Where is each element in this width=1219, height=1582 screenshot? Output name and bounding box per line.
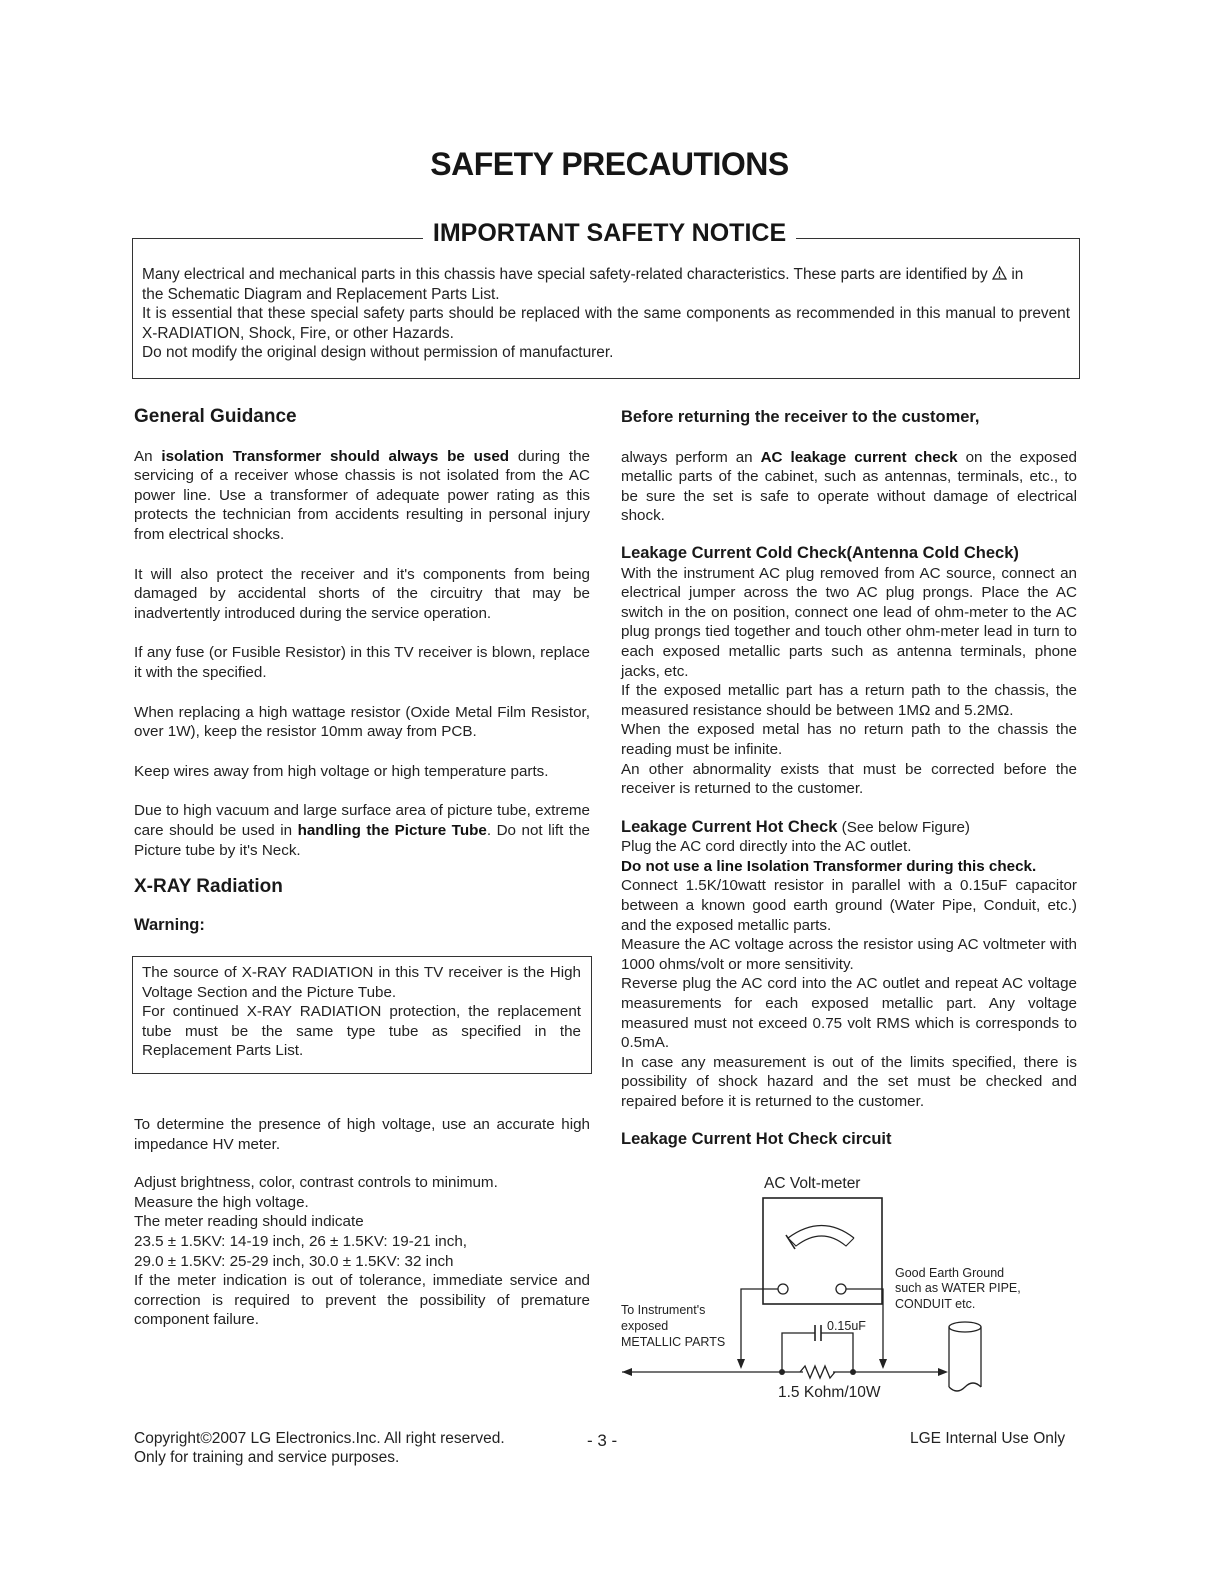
hot-p3: Connect 1.5K/10watt resistor in parallel with a 0.15uF capacitor between a known good earth ground (Water Pipe, Conduit, etc.) and the exposed metallic parts. bbox=[621, 877, 1077, 934]
left-arrow-icon bbox=[737, 1359, 745, 1369]
notice-line3: It is essential that these special safety parts should be replaced with the same components as recommended in this manual to prevent X-RADIATION, Shock, Fire, or other Hazards. bbox=[142, 305, 1070, 342]
right-column bbox=[621, 408, 1077, 1149]
xray-heading: X-RAY Radiation bbox=[134, 876, 283, 898]
before-returning-p bbox=[621, 448, 1077, 526]
copyright-text: Copyright©2007 LG Electronics.Inc. All right reserved. bbox=[134, 1430, 505, 1447]
general-p6-c: . Do not lift the Picture tube by it's Neck. bbox=[134, 821, 590, 859]
meter-terminal-left bbox=[778, 1284, 788, 1294]
general-p6-bold: handling the Picture Tube bbox=[297, 821, 487, 839]
kv-line-1: 23.5 ± 1.5KV: 14-19 inch, 26 ± 1.5KV: 19-21 inch, bbox=[134, 1232, 468, 1250]
warning-heading: Warning: bbox=[134, 915, 205, 934]
cold-check-heading: Leakage Current Cold Check(Antenna Cold Check) bbox=[621, 543, 1019, 562]
hot-p1: Plug the AC cord directly into the AC outlet. bbox=[621, 838, 912, 856]
left-column bbox=[134, 407, 590, 935]
footer-left bbox=[134, 1429, 505, 1467]
earth-pipe-icon bbox=[949, 1322, 981, 1391]
meter-reading-line: The meter reading should indicate bbox=[134, 1213, 364, 1231]
kv-line-2: 29.0 ± 1.5KV: 25-29 inch, 30.0 ± 1.5KV: 32 inch bbox=[134, 1252, 454, 1270]
hot-check-sub: (See below Figure) bbox=[841, 818, 970, 836]
left-label-1: To Instrument's bbox=[621, 1303, 706, 1317]
cold-p3: When the exposed metal has no return path to the chassis the reading must be infinite. bbox=[621, 721, 1077, 758]
right-label-2: such as WATER PIPE, bbox=[895, 1281, 1021, 1295]
hot-p4: Measure the AC voltage across the resistor using AC voltmeter with 1000 ohms/volt or more sensitivity. bbox=[621, 936, 1077, 973]
general-p1-a: An bbox=[134, 447, 153, 465]
meter-scale-inner bbox=[788, 1236, 854, 1246]
main-right-arrow-icon bbox=[938, 1368, 948, 1376]
internal-use-text: LGE Internal Use Only bbox=[910, 1430, 1066, 1447]
hot-p6: In case any measurement is out of the limits specified, there is possibility of shock hazard and the set must be checked and repaired before it is returned to the customer. bbox=[621, 1053, 1077, 1110]
hot-check-heading-line bbox=[621, 818, 1077, 838]
general-p1 bbox=[134, 447, 590, 545]
general-p2: It will also protect the receiver and it's components from being damaged by accidental shorts of the circuitry that may be inadvertently introduced during the service operation. bbox=[134, 565, 590, 622]
cold-p1: With the instrument AC plug removed from AC source, connect an electrical jumper across the two AC plug prongs. Place the AC switch in the on position, connect one lead of ohm-meter to the AC plug prongs tied together and touch other ohm-meter lead in turn to each exposed metallic parts such as antenna terminals, phone jacks, etc. bbox=[621, 564, 1077, 680]
left-column-lower bbox=[134, 1115, 590, 1330]
general-p6 bbox=[134, 801, 590, 860]
before-p-bold: AC leakage current check bbox=[760, 448, 958, 466]
notice-line2: the Schematic Diagram and Replacement Parts List. bbox=[142, 285, 500, 303]
node-right bbox=[850, 1369, 856, 1375]
warning-text-2: For continued X-RAY RADIATION protection, the replacement tube must be the same type tube as specified in the Replacement Parts List. bbox=[142, 1003, 581, 1060]
meter-terminal-right bbox=[836, 1284, 846, 1294]
notice-text bbox=[142, 265, 1070, 363]
before-p-c: on the exposed metallic parts of the cabinet, such as antennas, terminals, etc., to be sure the set is safe to operate without damage of electrical shock. bbox=[621, 448, 1077, 525]
notice-line1-end: in bbox=[1011, 266, 1024, 283]
warning-triangle-icon bbox=[992, 265, 1007, 285]
warning-text-1: The source of X-RAY RADIATION in this TV receiver is the High Voltage Section and the Picture Tube. bbox=[142, 964, 581, 1001]
meter-box bbox=[763, 1198, 882, 1304]
right-arrow-icon bbox=[879, 1359, 887, 1369]
main-left-arrow-icon bbox=[622, 1368, 632, 1376]
left-label-3: METALLIC PARTS bbox=[621, 1335, 726, 1349]
hot-p5: Reverse plug the AC cord into the AC outlet and repeat AC voltage measurements for each exposed metallic part. Any voltage measured must not exceed 0.75 volt RMS which is corresponds to 0.5mA. bbox=[621, 975, 1077, 1052]
hv-meter-p: To determine the presence of high voltage, use an accurate high impedance HV meter. bbox=[134, 1116, 590, 1153]
xray-warning-text bbox=[142, 963, 581, 1061]
right-label-3: CONDUIT etc. bbox=[895, 1297, 976, 1311]
hot-check-circuit-diagram bbox=[610, 1165, 1090, 1405]
page-title: SAFETY PRECAUTIONS bbox=[430, 146, 789, 182]
circuit-heading: Leakage Current Hot Check circuit bbox=[621, 1129, 892, 1148]
tolerance-p: If the meter indication is out of tolerance, immediate service and correction is required to prevent the possibility of premature component failure. bbox=[134, 1272, 590, 1329]
left-lead bbox=[741, 1289, 778, 1367]
training-text: Only for training and service purposes. bbox=[134, 1449, 400, 1466]
meter-label: AC Volt-meter bbox=[764, 1175, 861, 1192]
left-label-2: exposed bbox=[621, 1319, 669, 1333]
measure-line: Measure the high voltage. bbox=[134, 1193, 309, 1211]
general-p4: When replacing a high wattage resistor (Oxide Metal Film Resistor, over 1W), keep the resistor 10mm away from PCB. bbox=[134, 703, 590, 741]
general-p3: If any fuse (or Fusible Resistor) in this TV receiver is blown, replace it with the specified. bbox=[134, 644, 590, 681]
cold-p4: An other abnormality exists that must be corrected before the receiver is returned to the customer. bbox=[621, 760, 1077, 798]
notice-line4: Do not modify the original design without permission of manufacturer. bbox=[142, 344, 614, 362]
general-guidance-heading: General Guidance bbox=[134, 406, 297, 427]
hot-p2: Do not use a line Isolation Transformer during this check. bbox=[621, 857, 1037, 875]
resistor-label: 1.5 Kohm/10W bbox=[778, 1384, 881, 1401]
hot-check-heading: Leakage Current Hot Check bbox=[621, 817, 838, 836]
notice-line1: Many electrical and mechanical parts in this chassis have special safety-related characteristics. These parts are identified by bbox=[142, 266, 988, 283]
before-p-a: always perform an bbox=[621, 448, 753, 466]
adjust-line: Adjust brightness, color, contrast controls to minimum. bbox=[134, 1174, 498, 1192]
capacitor-label: 0.15uF bbox=[827, 1319, 866, 1333]
general-p1-c: during the servicing of a receiver whose chassis is not isolated from the AC power line. Use a transformer of adequate power rating as this protects the technician from accidents resulting in personal injury from electrical shocks. bbox=[134, 447, 590, 543]
node-left bbox=[779, 1369, 785, 1375]
notice-title bbox=[0, 219, 1219, 248]
notice-title-text: IMPORTANT SAFETY NOTICE bbox=[423, 219, 796, 247]
page-number: - 3 - bbox=[587, 1431, 618, 1450]
general-p5: Keep wires away from high voltage or high temperature parts. bbox=[134, 762, 549, 780]
right-label-1: Good Earth Ground bbox=[895, 1266, 1005, 1280]
meter-needle bbox=[786, 1235, 795, 1249]
cold-p2: If the exposed metallic part has a return path to the chassis, the measured resistance should be between 1MΩ and 5.2MΩ. bbox=[621, 682, 1077, 719]
general-p6-a: Due to high vacuum and large surface area of picture tube, extreme care should be used in bbox=[134, 802, 590, 839]
before-returning-heading: Before returning the receiver to the customer, bbox=[621, 408, 980, 426]
general-p1-bold: isolation Transformer should always be used bbox=[161, 447, 510, 465]
